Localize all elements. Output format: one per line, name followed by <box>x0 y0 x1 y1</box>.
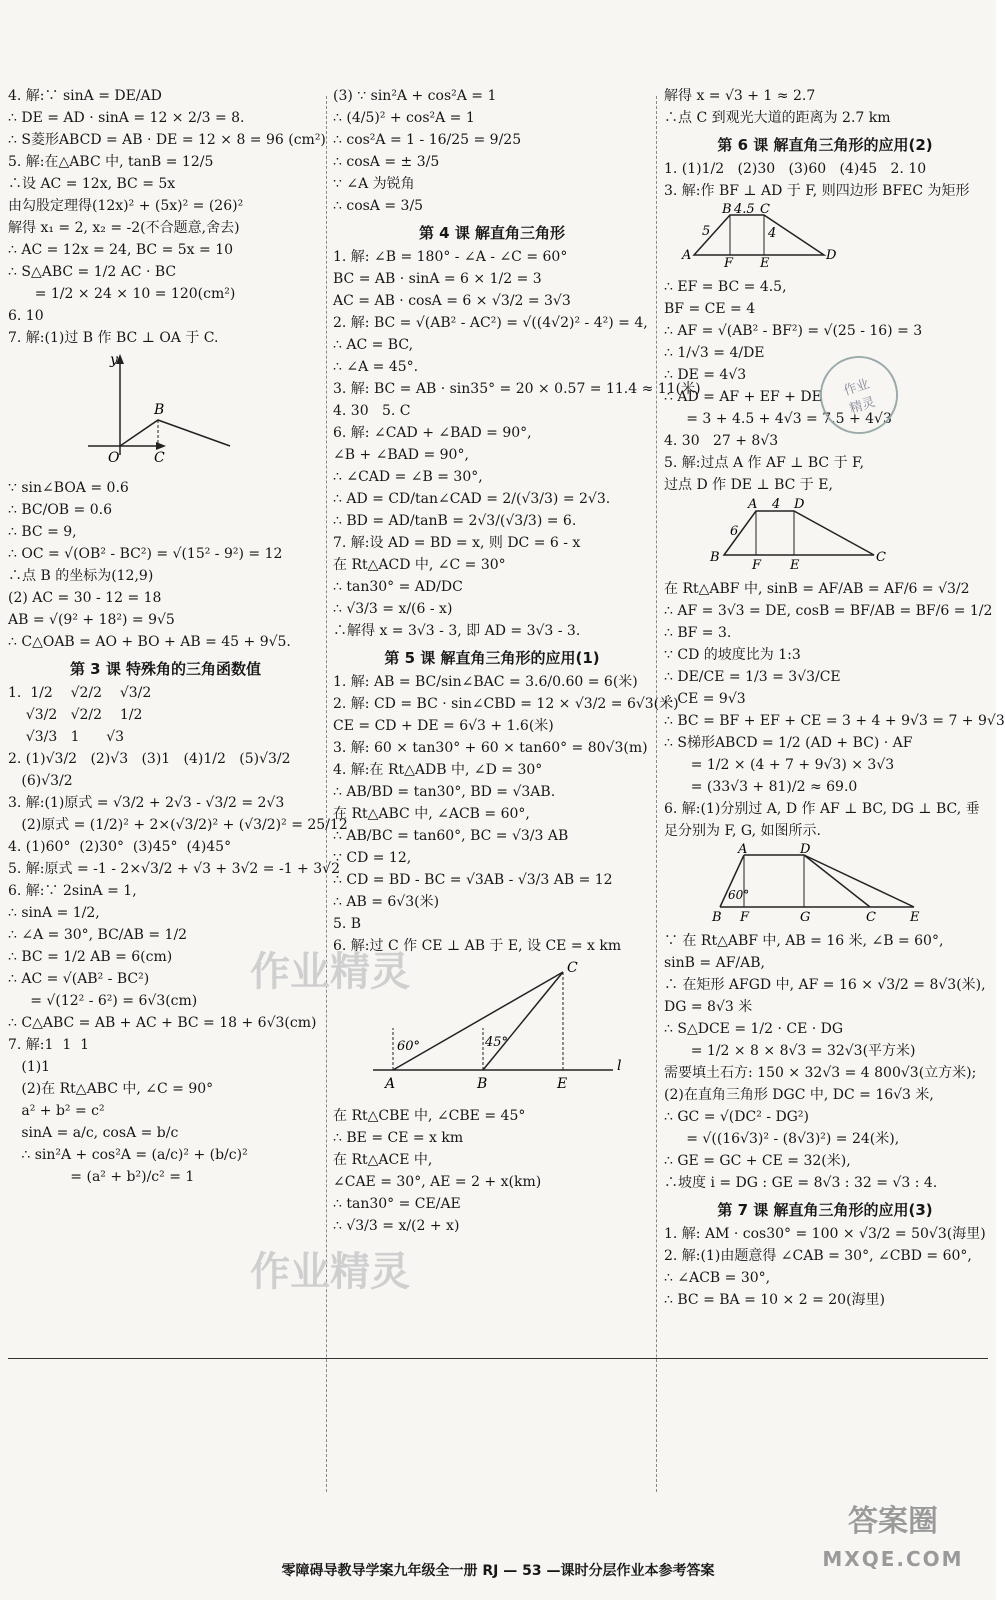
answer-line: ∴ S△ABC = 1/2 AC · BC <box>8 264 177 280</box>
page-footer: 零障碍导教导学案九年级全一册 RJ — 53 —课时分层作业本参考答案 <box>281 1563 715 1579</box>
answer-line: ∴ BD = AD/tanB = 2√3/(√3/3) = 6. <box>333 513 577 529</box>
answer-line: ∴ C△ABC = AB + AC + BC = 18 + 6√3(cm) <box>8 1015 317 1031</box>
label-f: F <box>752 558 762 573</box>
answer-line: 需要填土石方: 150 × 32√3 = 4 800√3(立方米); <box>664 1065 977 1081</box>
point-e-label: E <box>557 1076 568 1092</box>
answer-line: ∴ CD = BD - BC = √3AB - √3/3 AB = 12 <box>333 872 613 888</box>
answer-line: 6. 解: ∠CAD + ∠BAD = 90°, <box>333 425 532 441</box>
answer-line: 在 Rt△ACE 中, <box>333 1152 433 1168</box>
col3-block-f <box>664 1224 986 1310</box>
answer-line: 4. 30 27 + 8√3 <box>664 433 779 449</box>
answer-line: AC = AB · cosA = 6 × √3/2 = 3√3 <box>333 293 571 309</box>
answer-line: 5. B <box>333 916 362 932</box>
answer-line: ∴ BC = 9, <box>8 524 77 540</box>
answer-line: (2)原式 = (1/2)² + 2×(√3/2)² + (√3/2)² = 25/12 <box>8 817 348 833</box>
answer-line: DG = 8√3 米 <box>664 999 753 1015</box>
label-d: D <box>826 248 837 263</box>
label-4: 4 <box>768 226 777 241</box>
point-c-label: C <box>154 450 165 466</box>
answer-line: ∴ AB/BD = tan30°, BD = √3AB. <box>333 784 556 800</box>
answer-line: √3/2 √2/2 1/2 <box>8 707 143 723</box>
answer-line: ∴解得 x = 3√3 - 3, 即 AD = 3√3 - 3. <box>333 623 581 639</box>
point-b-label: B <box>154 402 165 418</box>
answer-line: ∴ AC = BC, <box>333 337 414 353</box>
col2-block-c <box>333 672 679 956</box>
answer-line: ∴ BC/OB = 0.6 <box>8 502 112 518</box>
answer-line: ∴ CE = 9√3 <box>664 691 746 707</box>
answer-line: AB = √(9² + 18²) = 9√5 <box>8 612 175 628</box>
answer-line: 2. (1)√3/2 (2)√3 (3)1 (4)1/2 (5)√3/2 <box>8 751 291 767</box>
figure-embankment <box>664 843 986 927</box>
answer-line: (1)1 <box>8 1059 51 1075</box>
figure-trapezoid-2 <box>664 497 986 575</box>
answer-line: ∴ √3/3 = x/(6 - x) <box>333 601 453 617</box>
line-l-label: l <box>617 1058 622 1074</box>
answer-line: ∴ ∠A = 45°. <box>333 359 419 375</box>
answer-line: 6. 解:(1)分别过 A, D 作 AF ⊥ BC, DG ⊥ BC, 垂 <box>664 801 980 817</box>
answer-line: 足分别为 F, G, 如图所示. <box>664 823 821 839</box>
answer-line: (2)在 Rt△ABC 中, ∠C = 90° <box>8 1081 214 1097</box>
answer-line: sinA = a/c, cosA = b/c <box>8 1125 179 1141</box>
answer-line: ∴ S梯形ABCD = 1/2 (AD + BC) · AF <box>664 735 913 751</box>
answer-line: BF = CE = 4 <box>664 301 756 317</box>
answer-line: 4. 解:∵ sinA = DE/AD <box>8 88 162 104</box>
label-g: G <box>800 910 811 925</box>
angle-60-label: 60° <box>397 1039 421 1054</box>
answer-line: 7. 解:1 1 1 <box>8 1037 90 1053</box>
answer-line: ∴ DE = 4√3 <box>664 367 747 383</box>
answer-line: 2. 解: BC = √(AB² - AC²) = √((4√2)² - 4²) = 4, <box>333 315 648 331</box>
point-a-label: A <box>385 1076 396 1092</box>
answer-line: sinB = AF/AB, <box>664 955 765 971</box>
answer-line: ∴ cosA = 3/5 <box>333 198 424 214</box>
answer-line: ∵ sin∠BOA = 0.6 <box>8 480 129 496</box>
answer-line: 解得 x = √3 + 1 ≈ 2.7 <box>664 88 816 104</box>
label-4: 4 <box>772 497 781 512</box>
answer-line: (2) AC = 30 - 12 = 18 <box>8 590 162 606</box>
answer-line: 4. (1)60° (2)30° (3)45° (4)45° <box>8 839 232 855</box>
answer-line: = √((16√3)² - (8√3)²) = 24(米), <box>664 1131 900 1147</box>
answer-line: ∵ 在 Rt△ABF 中, AB = 16 米, ∠B = 60°, <box>664 933 944 949</box>
answer-line: ∴ cosA = ± 3/5 <box>333 154 440 170</box>
answer-line: ∴ BC = 1/2 AB = 6(cm) <box>8 949 173 965</box>
answer-line: 1. 解: AM · cos30° = 100 × √3/2 = 50√3(海里) <box>664 1226 986 1242</box>
point-c-label: C <box>567 960 578 976</box>
answer-line: (3) ∵ sin²A + cos²A = 1 <box>333 88 497 104</box>
answer-line: ∴ AB/BC = tan60°, BC = √3/3 AB <box>333 828 569 844</box>
answer-line: ∴ √3/3 = x/(2 + x) <box>333 1218 460 1234</box>
answer-line: ∴ AD = CD/tan∠CAD = 2/(√3/3) = 2√3. <box>333 491 611 507</box>
answer-line: 5. 解:在△ABC 中, tanB = 12/5 <box>8 154 214 170</box>
answer-line: = (a² + b²)/c² = 1 <box>8 1169 195 1185</box>
answer-line: ∴ GC = √(DC² - DG²) <box>664 1109 809 1125</box>
answer-line: = (33√3 + 81)/2 ≈ 69.0 <box>664 779 858 795</box>
label-60: 60° <box>728 888 750 902</box>
brand-name: 答案圈 <box>848 1504 938 1539</box>
answer-line: ∴ EF = BC = 4.5, <box>664 279 787 295</box>
answer-line: ∴ AB = 6√3(米) <box>333 894 440 910</box>
answer-line: ∴点 B 的坐标为(12,9) <box>8 568 154 584</box>
answer-line: 4. 解:在 Rt△ADB 中, ∠D = 30° <box>333 762 543 778</box>
label-c: C <box>760 202 770 217</box>
col2-block-d <box>333 1106 651 1236</box>
answer-line: 3. 解: BC = AB · sin35° = 20 × 0.57 = 11.4 ≈ 11(米) <box>333 381 701 397</box>
answer-line: ∵ ∠A 为锐角 <box>333 176 415 192</box>
answer-line: (6)√3/2 <box>8 773 73 789</box>
answer-line: ∴ S菱形ABCD = AB · DE = 12 × 8 = 96 (cm²) <box>8 132 326 148</box>
answer-line: 4. 30 5. C <box>333 403 411 419</box>
answer-line: ∴ AD = AF + EF + DE <box>664 389 822 405</box>
column-divider <box>656 96 657 1492</box>
label-f: F <box>740 910 750 925</box>
col1-block-a <box>8 86 326 348</box>
label-6: 6 <box>730 524 739 539</box>
answer-line: ∴ BC = BA = 10 × 2 = 20(海里) <box>664 1292 885 1308</box>
point-o-label: O <box>108 450 120 466</box>
answer-line: ∴ BC = BF + EF + CE = 3 + 4 + 9√3 = 7 + 9√3 <box>664 713 1005 729</box>
label-b: B <box>722 202 732 217</box>
answer-line: (2)在直角三角形 DGC 中, DC = 16√3 米, <box>664 1087 934 1103</box>
label-c: C <box>866 910 876 925</box>
answer-line: 过点 D 作 DE ⊥ BC 于 E, <box>664 477 833 493</box>
label-e: E <box>910 910 920 925</box>
label-a: A <box>682 248 692 263</box>
answer-line: ∴ GE = GC + CE = 32(米), <box>664 1153 851 1169</box>
label-a: A <box>748 497 758 512</box>
label-d: D <box>800 842 811 857</box>
answer-line: 由勾股定理得(12x)² + (5x)² = (26)² <box>8 198 244 214</box>
section-title-5: 第 5 课 解直角三角形的应用(1) <box>384 649 600 667</box>
answer-line: 2. 解:(1)由题意得 ∠CAB = 30°, ∠CBD = 60°, <box>664 1248 972 1264</box>
answer-line: ∴ tan30° = CE/AE <box>333 1196 461 1212</box>
answer-line: ∴ (4/5)² + cos²A = 1 <box>333 110 475 126</box>
answer-line: ∴ AF = √(AB² - BF²) = √(25 - 16) = 3 <box>664 323 923 339</box>
answer-line: = 3 + 4.5 + 4√3 = 7.5 + 4√3 <box>664 411 892 427</box>
answer-line: 1. 解: AB = BC/sin∠BAC = 3.6/0.60 = 6(米) <box>333 674 638 690</box>
figure-trapezoid-1 <box>664 203 986 273</box>
answer-line: CE = CD + DE = 6√3 + 1.6(米) <box>333 718 554 734</box>
answer-line: ∴ ∠ACB = 30°, <box>664 1270 771 1286</box>
answer-line: ∴ OC = √(OB² - BC²) = √(15² - 9²) = 12 <box>8 546 283 562</box>
answer-line: = 1/2 × 24 × 10 = 120(cm²) <box>8 286 236 302</box>
answer-line: ∴ DE/CE = 1/3 = 3√3/CE <box>664 669 841 685</box>
answer-line: 2. 解: CD = BC · sin∠CBD = 12 × √3/2 = 6√3(米) <box>333 696 679 712</box>
answer-line: 1. (1)1/2 (2)30 (3)60 (4)45 2. 10 <box>664 161 927 177</box>
stamp-text-2: 精灵 <box>847 394 878 418</box>
brand-url: MXQE.COM <box>822 1547 964 1571</box>
answer-line: 3. 解:作 BF ⊥ AD 于 F, 则四边形 BFEC 为矩形 <box>664 183 970 199</box>
label-c: C <box>876 550 886 565</box>
answer-line: 3. 解:(1)原式 = √3/2 + 2√3 - √3/2 = 2√3 <box>8 795 285 811</box>
answer-line: = √(12² - 6²) = 6√3(cm) <box>8 993 198 1009</box>
section-title-3: 第 3 课 特殊角的三角函数值 <box>69 660 262 678</box>
answer-line: ∴ ∠CAD = ∠B = 30°, <box>333 469 483 485</box>
answer-line: 6. 解:过 C 作 CE ⊥ AB 于 E, 设 CE = x km <box>333 938 622 954</box>
answer-line: ∴点 C 到观光大道的距离为 2.7 km <box>664 110 891 126</box>
footer-rule <box>8 1358 988 1359</box>
answer-line: 在 Rt△ABC 中, ∠ACB = 60°, <box>333 806 530 822</box>
answer-line: ∴坡度 i = DG : GE = 8√3 : 32 = √3 : 4. <box>664 1175 938 1191</box>
answer-line: = 1/2 × (4 + 7 + 9√3) × 3√3 <box>664 757 895 773</box>
answer-line: ∴ C△OAB = AO + BO + AB = 45 + 9√5. <box>8 634 291 650</box>
answer-line: 3. 解: 60 × tan30° + 60 × tan60° = 80√3(m) <box>333 740 648 756</box>
answer-line: 6. 10 <box>8 308 44 324</box>
answer-line: ∴ 在矩形 AFGD 中, AF = 16 × √3/2 = 8√3(米), <box>664 977 986 993</box>
section-title-4: 第 4 课 解直角三角形 <box>418 224 566 242</box>
answer-line: 在 Rt△ACD 中, ∠C = 30° <box>333 557 506 573</box>
watermark: 作业精灵 <box>250 1249 410 1295</box>
stamp-text-1: 作业 <box>841 376 872 400</box>
answer-line: ∴设 AC = 12x, BC = 5x <box>8 176 176 192</box>
answer-line: ∴ sinA = 1/2, <box>8 905 100 921</box>
answer-line: ∴ DE = AD · sinA = 12 × 2/3 = 8. <box>8 110 245 126</box>
answer-line: 7. 解:设 AD = BD = x, 则 DC = 6 - x <box>333 535 581 551</box>
label-f: F <box>724 256 734 271</box>
figure-coordinate-triangle <box>8 350 323 474</box>
answer-line: = 1/2 × 8 × 8√3 = 32√3(平方米) <box>664 1043 916 1059</box>
col3-block-b <box>664 159 986 201</box>
answer-line: ∴ AC = 12x = 24, BC = 5x = 10 <box>8 242 234 258</box>
label-d: D <box>794 497 805 512</box>
column-3 <box>664 84 1005 1510</box>
brand-watermark <box>808 1500 978 1590</box>
answer-line: ∵ CD 的坡度比为 1:3 <box>664 647 801 663</box>
label-5: 5 <box>702 224 711 239</box>
answer-line: ∴ cos²A = 1 - 16/25 = 9/25 <box>333 132 522 148</box>
answer-line: ∴ BF = 3. <box>664 625 732 641</box>
answer-line: ∠CAE = 30°, AE = 2 + x(km) <box>333 1174 542 1190</box>
answer-line: 5. 解:原式 = -1 - 2×√3/2 + √3 + 3√2 = -1 + 3√2 <box>8 861 340 877</box>
label-a: A <box>738 842 748 857</box>
answer-line: ∴ tan30° = AD/DC <box>333 579 463 595</box>
answer-line: ∴ AF = 3√3 = DE, cosB = BF/AB = BF/6 = 1/2 <box>664 603 993 619</box>
answer-line: √3/3 1 √3 <box>8 729 125 745</box>
answer-line: ∴ 1/√3 = 4/DE <box>664 345 765 361</box>
col3-block-a <box>664 86 986 128</box>
col3-block-e <box>664 931 986 1193</box>
answer-line: ∴ BE = CE = x km <box>333 1130 464 1146</box>
answer-line: 在 Rt△CBE 中, ∠CBE = 45° <box>333 1108 526 1124</box>
answer-line: ∴ AC = √(AB² - BC²) <box>8 971 150 987</box>
answer-line: ∠B + ∠BAD = 90°, <box>333 447 469 463</box>
angle-45-label: 45° <box>485 1035 509 1050</box>
watermark: 作业精灵 <box>250 949 410 995</box>
answer-line: a² + b² = c² <box>8 1103 105 1119</box>
answer-line: BC = AB · sinA = 6 × 1/2 = 3 <box>333 271 542 287</box>
label-e: E <box>760 256 770 271</box>
label-b: B <box>710 550 720 565</box>
label-b: B <box>712 910 722 925</box>
answer-line: ∵ CD = 12, <box>333 850 412 866</box>
section-title-7: 第 7 课 解直角三角形的应用(3) <box>717 1201 933 1219</box>
answer-line: 6. 解:∵ 2sinA = 1, <box>8 883 137 899</box>
point-b-label: B <box>477 1076 488 1092</box>
answer-line: 5. 解:过点 A 作 AF ⊥ BC 于 F, <box>664 455 865 471</box>
answer-line: 1. 解: ∠B = 180° - ∠A - ∠C = 60° <box>333 249 568 265</box>
label-bc: 4.5 <box>734 202 755 217</box>
answer-line: ∴ ∠A = 30°, BC/AB = 1/2 <box>8 927 188 943</box>
answer-line: 1. 1/2 √2/2 √3/2 <box>8 685 152 701</box>
answer-line: 解得 x₁ = 2, x₂ = -2(不合题意,舍去) <box>8 220 240 236</box>
section-title-6: 第 6 课 解直角三角形的应用(2) <box>717 136 933 154</box>
col1-block-b <box>8 478 323 652</box>
answer-line: 7. 解:(1)过 B 作 BC ⊥ OA 于 C. <box>8 330 219 346</box>
label-e: E <box>790 558 800 573</box>
axis-y-label: y <box>110 352 118 368</box>
answer-line: 在 Rt△ABF 中, sinB = AF/AB = AF/6 = √3/2 <box>664 581 970 597</box>
answer-line: ∴ sin²A + cos²A = (a/c)² + (b/c)² <box>8 1147 248 1163</box>
col2-block-a <box>333 86 651 216</box>
answer-line: ∴ S△DCE = 1/2 · CE · DG <box>664 1021 844 1037</box>
col3-block-d <box>664 579 1005 841</box>
